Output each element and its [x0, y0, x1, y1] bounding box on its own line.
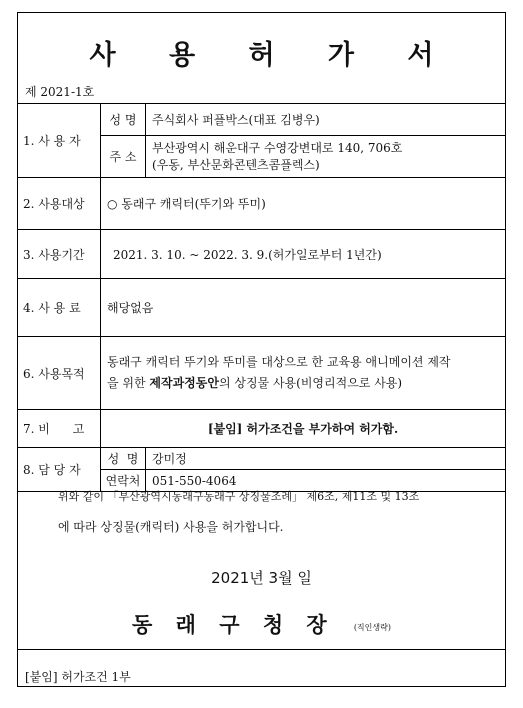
period-label: 3. 사용기간	[18, 230, 101, 279]
address-line-1: 부산광역시 해운대구 수영강변대로 140, 706호	[152, 140, 403, 155]
row-fee	[18, 279, 505, 337]
purpose-line-2	[107, 373, 499, 394]
issue-date: 2021년 3월 일	[211, 569, 312, 587]
permit-table	[18, 103, 505, 492]
purpose-line-2-pre: 을 위한	[107, 376, 150, 390]
user-label: 1. 사 용 자	[18, 104, 101, 178]
contact-phone-label: 연락처	[101, 470, 146, 492]
remark-label: 7. 비 고	[18, 410, 101, 448]
issuer-name: 동 래 구 청 장	[132, 612, 335, 637]
purpose-line-1: 동래구 캐릭터 뚜기와 뚜미를 대상으로 한 교육용 애니메이션 제작	[107, 355, 451, 369]
user-address-value	[146, 136, 506, 178]
document-number: 제 2021-1호	[25, 85, 95, 99]
row-contact-name	[18, 448, 505, 470]
period-value: 2021. 3. 10. ~ 2022. 3. 9.(허가일로부터 1년간)	[101, 230, 506, 279]
contact-label: 8. 담 당 자	[18, 448, 101, 492]
row-remark	[18, 410, 505, 448]
purpose-line-2-bold: 제작과정동안	[149, 376, 219, 390]
fee-value: 해당없음	[101, 279, 506, 337]
remark-value: [붙임] 허가조건을 부가하여 허가함.	[101, 410, 506, 448]
issuer	[18, 609, 505, 639]
user-name-value: 주식회사 퍼플박스(대표 김병우)	[146, 104, 506, 136]
target-value: ○ 동래구 캐릭터(뚜기와 뚜미)	[101, 178, 506, 230]
row-period	[18, 230, 505, 279]
permit-document	[17, 12, 506, 687]
user-address-label: 주 소	[101, 136, 146, 178]
body-line-1: 위와 같이 「부산광역시동래구동래구 상징물조례」 제6조, 제11조 및 13조	[58, 490, 420, 503]
contact-name-value: 강미정	[146, 448, 506, 470]
purpose-line-2-post: 의 상징물 사용(비영리적으로 사용)	[218, 376, 403, 390]
target-label: 2. 사용대상	[18, 178, 101, 230]
body-line-2: 에 따라 상징물(캐릭터) 사용을 허가합니다.	[58, 520, 284, 534]
contact-name-label: 성 명	[101, 448, 146, 470]
attachment-footer	[18, 649, 505, 684]
user-name-label: 성 명	[101, 104, 146, 136]
seal-note: (직인생략)	[353, 623, 391, 632]
row-user-name	[18, 104, 505, 136]
row-purpose	[18, 337, 505, 410]
document-title: 사 용 허 가 서	[89, 40, 456, 71]
row-target	[18, 178, 505, 230]
purpose-label: 6. 사용목적	[18, 337, 101, 410]
contact-phone-value: 051-550-4064	[146, 470, 506, 492]
attachment-text: [붙임] 허가조건 1부	[25, 670, 131, 684]
purpose-value	[101, 337, 506, 410]
fee-label: 4. 사 용 료	[18, 279, 101, 337]
address-line-2: (우동, 부산문화콘텐츠콤플렉스)	[152, 157, 320, 172]
